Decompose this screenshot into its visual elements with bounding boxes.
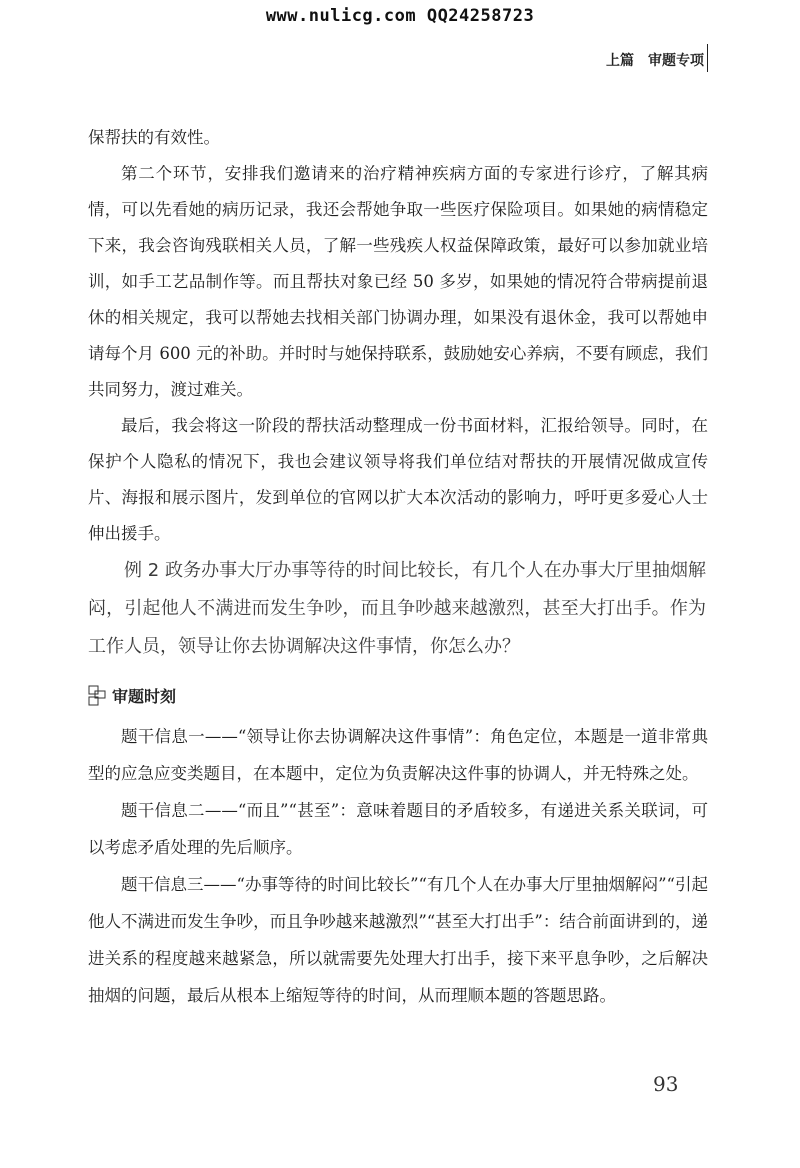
section-title: 审题时刻 (112, 687, 177, 706)
running-head-part: 上篇 (606, 53, 634, 69)
analysis-text (88, 718, 708, 1014)
analysis-paragraph-3: 题干信息三——“办事等待的时间比较长”“有几个人在办事大厅里抽烟解闷”“引起他人不满进而发生争吵，而且争吵越来越激烈”“甚至大打出手”：结合前面讲到的，递进关系的程度越来越紧急，所以就需要先处理大打出手，接下来平息争吵，之后解决抽烟的问题，最后从根本上缩短等待的时间，从而理顺本题的答题思路。 (88, 875, 708, 1005)
page-number: 93 (653, 1072, 679, 1096)
paragraph-2: 第二个环节，安排我们邀请来的治疗精神疾病方面的专家进行诊疗，了解其病情，可以先看她的病历记录，我还会帮她争取一些医疗保险项目。如果她的病情稳定下来，我会咨询残联相关人员，了解一些残疾人权益保障政策，最好可以参加就业培训，如手工艺品制作等。而且帮扶对象已经 50 多岁，如果她的情况符合带病提前退休的相关规定，我可以帮她去找相关部门协调办理，如果没有退休金，我可以帮她申请每个月 600 元的补助。并时时与她保持联系，鼓励她安心养病，不要有顾虑，我们共同努力，渡过难关。 (88, 164, 708, 399)
running-head-rule (707, 44, 708, 72)
example-question (88, 552, 706, 666)
running-head-section: 审题专项 (648, 53, 704, 69)
paragraph-1: 保帮扶的有效性。 (88, 128, 220, 147)
example-text: 例 2 政务办事大厅办事等待的时间比较长，有几个人在办事大厅里抽烟解闷，引起他人不满进而发生争吵，而且争吵越来越激烈，甚至大打出手。作为工作人员，领导让你去协调解决这件事情，你怎么办？ (88, 560, 706, 657)
section-heading (88, 684, 176, 707)
watermark: www.nulicg.com QQ24258723 (265, 6, 535, 26)
running-head (606, 50, 704, 70)
paragraph-3: 最后，我会将这一阶段的帮扶活动整理成一份书面材料，汇报给领导。同时，在保护个人隐私的情况下，我也会建议领导将我们单位结对帮扶的开展情况做成宣传片、海报和展示图片，发到单位的官网以扩大本次活动的影响力，呼吁更多爱心人士伸出援手。 (88, 416, 708, 543)
analysis-paragraph-2: 题干信息二——“而且”“甚至”：意味着题目的矛盾较多，有递进关系关联词，可以考虑矛盾处理的先后顺序。 (88, 801, 708, 857)
analysis-paragraph-1: 题干信息一——“领导让你去协调解决这件事情”：角色定位，本题是一道非常典型的应急应变类题目，在本题中，定位为负责解决这件事的协调人，并无特殊之处。 (88, 727, 708, 783)
body-text (88, 120, 708, 552)
document-icon (88, 685, 106, 707)
